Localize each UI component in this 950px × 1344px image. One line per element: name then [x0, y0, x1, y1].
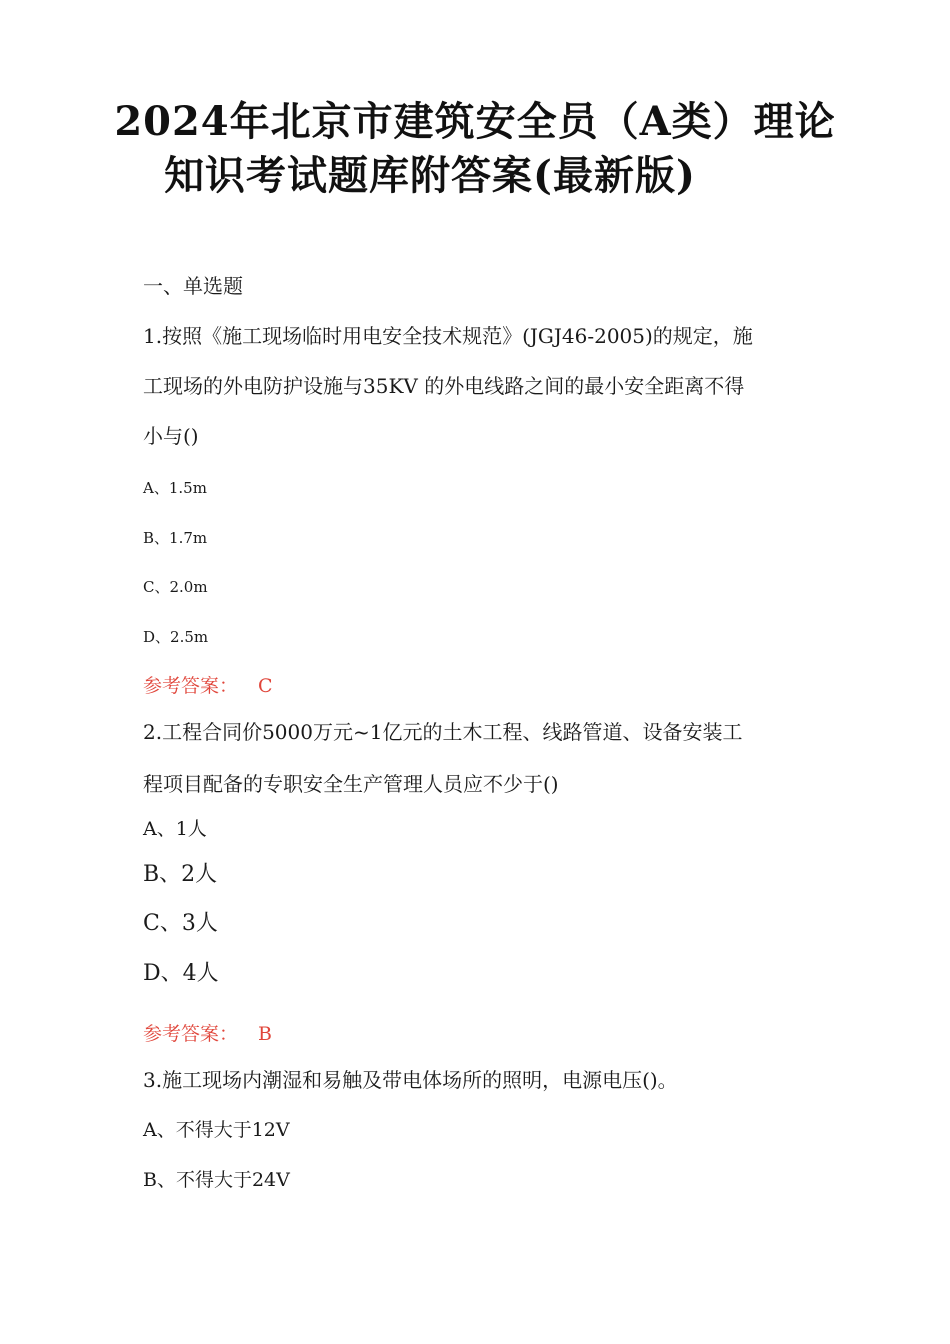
question-2-option-b: B、2人	[143, 862, 218, 887]
question-1-option-d: D、2.5m	[143, 628, 209, 646]
question-1-option-a: A、1.5m	[143, 479, 207, 497]
question-2-text-line1: 2.工程合同价5000万元~1亿元的土木工程、线路管道、设备安装工	[143, 720, 743, 744]
document-title-line1: 2024年北京市建筑安全员（A类）理论	[114, 98, 836, 145]
question-1-text-line2: 工现场的外电防护设施与35KV 的外电线路之间的最小安全距离不得	[143, 374, 745, 398]
question-1-option-c: C、2.0m	[143, 578, 208, 596]
answer-label: 参考答案：	[143, 1023, 239, 1045]
question-2-text-line2: 程项目配备的专职安全生产管理人员应不少于()	[143, 772, 559, 796]
question-2-answer	[143, 1020, 272, 1048]
document-title-line2: 知识考试题库附答案(最新版)	[164, 152, 696, 199]
question-3-option-b: B、不得大于24V	[143, 1169, 290, 1191]
answer-value: C	[258, 675, 273, 697]
question-3-text-line1: 3.施工现场内潮湿和易触及带电体场所的照明，电源电压()。	[143, 1068, 678, 1092]
question-1-text-line1: 1.按照《施工现场临时用电安全技术规范》(JGJ46-2005)的规定，施	[143, 324, 753, 348]
answer-label: 参考答案：	[143, 675, 239, 697]
question-2-option-c: C、3人	[143, 911, 218, 936]
question-1-text-line3: 小与()	[143, 424, 199, 448]
question-2-option-d: D、4人	[143, 961, 219, 986]
question-2-option-a: A、1人	[143, 818, 207, 840]
question-3-option-a: A、不得大于12V	[143, 1119, 290, 1141]
question-1-answer	[143, 672, 273, 700]
question-1-option-b: B、1.7m	[143, 529, 208, 547]
answer-value: B	[258, 1023, 272, 1045]
section-heading: 一、单选题	[143, 274, 243, 298]
